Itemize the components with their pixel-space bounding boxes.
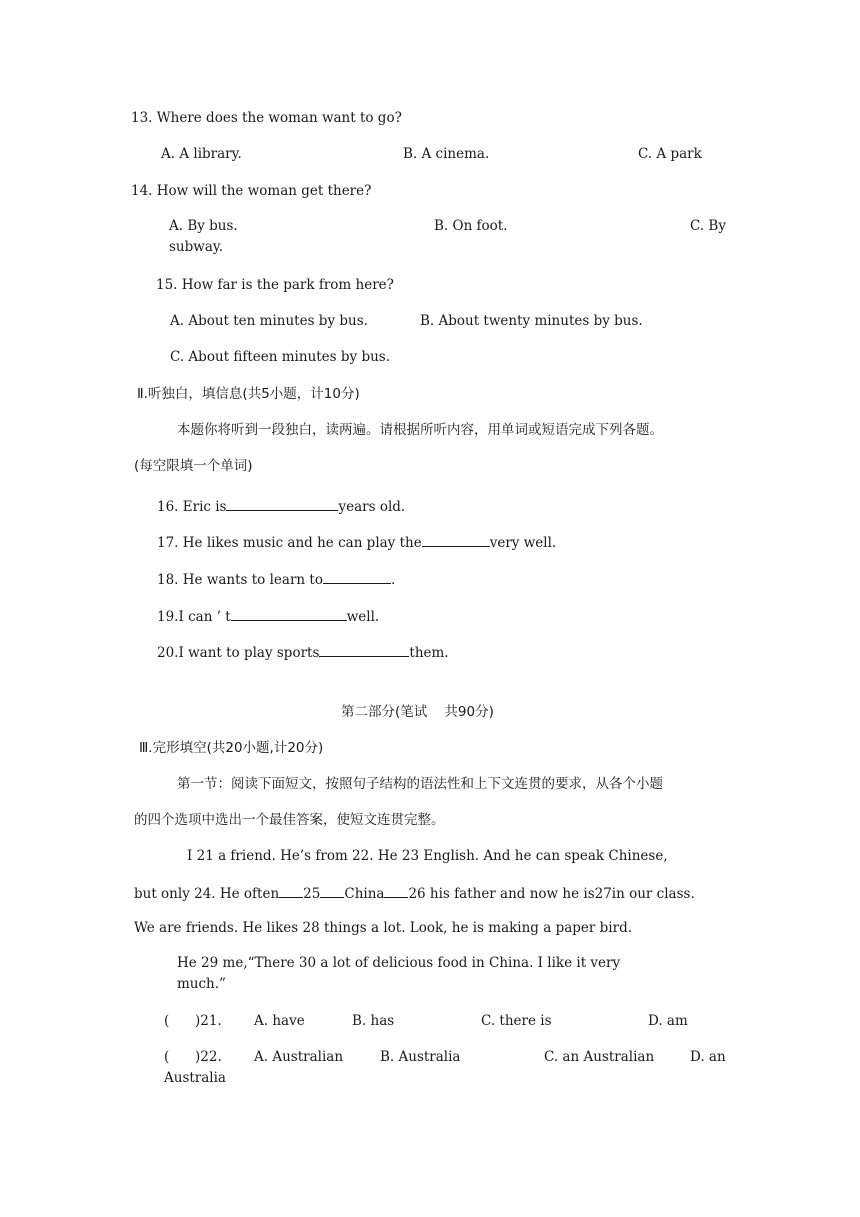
answer-blank[interactable] bbox=[323, 569, 391, 584]
answer-blank[interactable] bbox=[384, 883, 408, 898]
question-22-number: ( )22. bbox=[164, 1049, 222, 1065]
part-2-title: 第二部分(笔试 共90分) bbox=[341, 704, 494, 720]
answer-blank[interactable] bbox=[320, 883, 344, 898]
question-13-option-a: A. A library. bbox=[161, 146, 242, 162]
question-15-stem: 15. How far is the park from here? bbox=[156, 277, 394, 293]
question-22-option-a: A. Australian bbox=[254, 1049, 344, 1065]
question-15-option-b: B. About twenty minutes by bus. bbox=[420, 313, 643, 329]
question-14-stem: 14. How will the woman get there? bbox=[131, 183, 372, 199]
question-21-option-d: D. am bbox=[648, 1013, 688, 1029]
fill-item-text: very well. bbox=[489, 535, 557, 551]
fill-item-text: them. bbox=[409, 645, 449, 661]
question-15-option-a: A. About ten minutes by bus. bbox=[170, 313, 368, 329]
section-3-heading: Ⅲ.完形填空(共20小题,计20分) bbox=[139, 740, 324, 756]
question-21-option-a: A. have bbox=[254, 1013, 305, 1029]
fill-item-text: 19.I can ’ t bbox=[157, 609, 231, 625]
question-14-option-b: B. On foot. bbox=[434, 218, 508, 234]
answer-blank[interactable] bbox=[226, 496, 338, 511]
answer-blank[interactable] bbox=[231, 606, 347, 621]
fill-item-19 bbox=[157, 606, 379, 626]
passage-text: but only 24. He often bbox=[134, 886, 280, 902]
answer-blank[interactable] bbox=[422, 532, 490, 547]
question-13-option-c: C. A park bbox=[638, 146, 702, 162]
fill-item-text: 18. He wants to learn to bbox=[157, 572, 323, 588]
question-14-option-a: A. By bus. bbox=[169, 218, 238, 234]
question-22-option-d-continued: Australia bbox=[164, 1070, 226, 1086]
question-14-option-c-continued: subway. bbox=[169, 239, 223, 255]
passage-text: China bbox=[344, 886, 385, 902]
fill-item-text: 17. He likes music and he can play the bbox=[157, 535, 422, 551]
fill-item-20 bbox=[157, 642, 449, 662]
section-3-intro-line1: 第一节：阅读下面短文，按照句子结构的语法性和上下文连贯的要求，从各个小题 bbox=[177, 776, 663, 792]
passage-text: 26 his father and now he is27in our class. bbox=[408, 886, 695, 902]
answer-blank[interactable] bbox=[279, 883, 303, 898]
question-15-option-c: C. About fifteen minutes by bus. bbox=[170, 349, 391, 365]
question-13-option-b: B. A cinema. bbox=[403, 146, 490, 162]
passage-line-3: We are friends. He likes 28 things a lot. Look, he is making a paper bird. bbox=[134, 920, 632, 936]
fill-item-16 bbox=[157, 496, 405, 516]
question-22-option-c: C. an Australian bbox=[544, 1049, 655, 1065]
answer-blank[interactable] bbox=[319, 642, 409, 657]
section-2-heading: Ⅱ.听独白，填信息(共5小题，计10分) bbox=[137, 386, 360, 402]
question-22-option-d: D. an bbox=[690, 1049, 726, 1065]
fill-item-text: well. bbox=[346, 609, 380, 625]
fill-item-text: years old. bbox=[338, 499, 406, 515]
section-3-intro-line2: 的四个选项中选出一个最佳答案，使短文连贯完整。 bbox=[134, 812, 445, 828]
fill-item-text: . bbox=[390, 572, 396, 588]
fill-item-text: 16. Eric is bbox=[157, 499, 227, 515]
question-14-option-c: C. By bbox=[690, 218, 726, 234]
section-2-instruction: 本题你将听到一段独白，读两遍。请根据所听内容，用单词或短语完成下列各题。 bbox=[177, 422, 663, 438]
fill-item-18 bbox=[157, 569, 395, 589]
question-22-option-b: B. Australia bbox=[380, 1049, 461, 1065]
fill-item-17 bbox=[157, 532, 556, 552]
passage-line-1: I 21 a friend. He’s from 22. He 23 English. And he can speak Chinese, bbox=[187, 848, 668, 864]
passage-line-2 bbox=[134, 883, 695, 903]
passage-line-5: much.” bbox=[177, 976, 226, 992]
section-2-note: (每空限填一个单词) bbox=[134, 458, 253, 474]
fill-item-text: 20.I want to play sports bbox=[157, 645, 320, 661]
passage-line-4: He 29 me,“There 30 a lot of delicious food in China. I like it very bbox=[177, 955, 621, 971]
passage-blank-25: 25 bbox=[303, 886, 321, 902]
question-21-option-c: C. there is bbox=[481, 1013, 552, 1029]
question-21-number: ( )21. bbox=[164, 1013, 222, 1029]
question-13-stem: 13. Where does the woman want to go? bbox=[131, 110, 402, 126]
question-21-option-b: B. has bbox=[352, 1013, 395, 1029]
